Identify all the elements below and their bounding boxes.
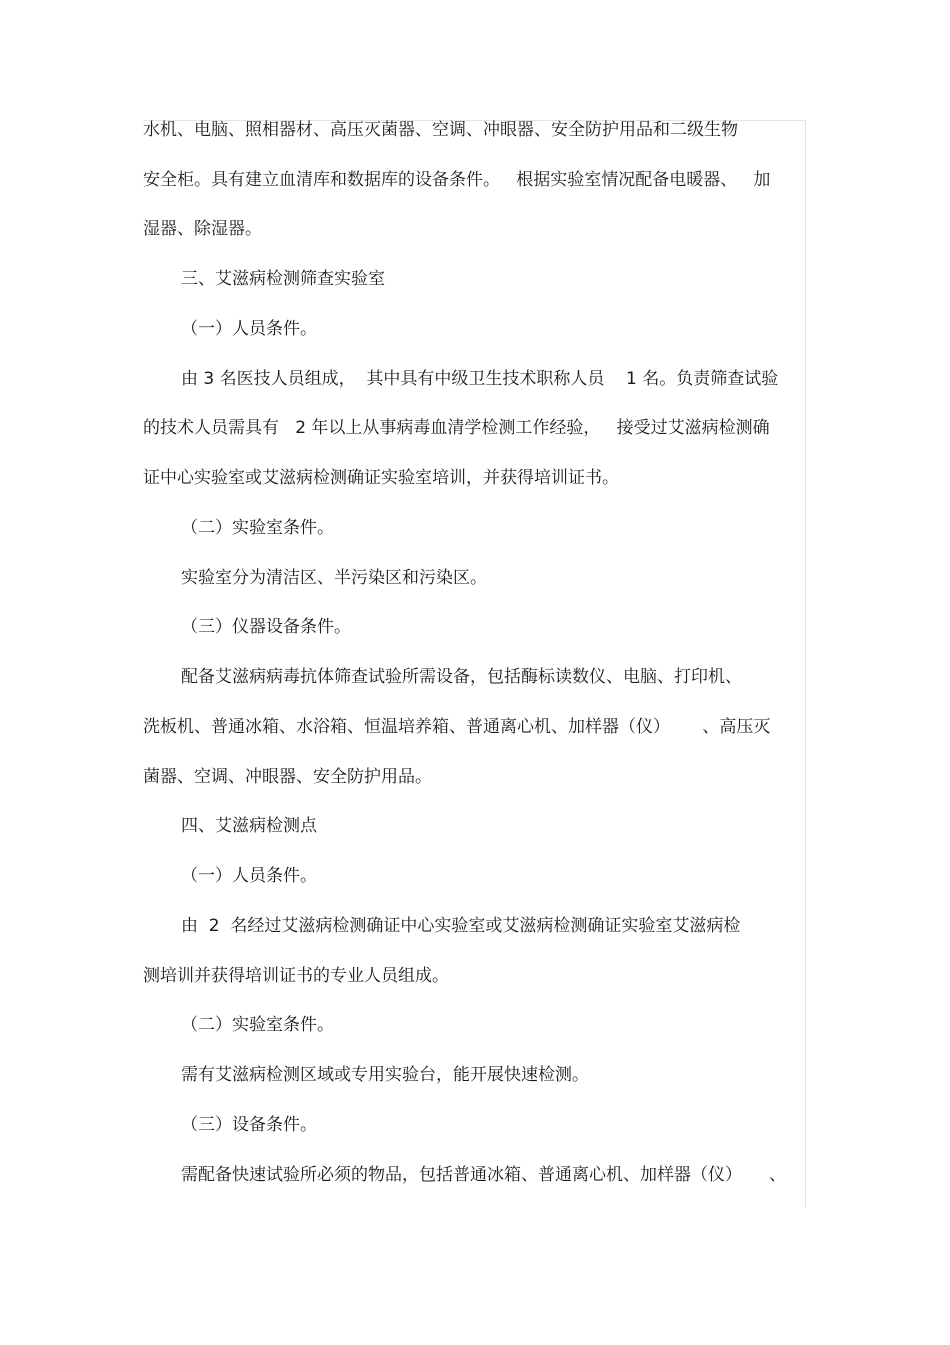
text-line: 菌器、空调、冲眼器、安全防护用品。 (143, 767, 432, 787)
text-line: 由 3 名医技人员组成， 其中具有中级卫生技术职称人员 1 名。负责筛查试验 (181, 369, 779, 389)
text-line: 配备艾滋病病毒抗体筛查试验所需设备，包括酶标读数仪、电脑、打印机、 (181, 667, 742, 687)
text-line: 的技术人员需具有 2 年以上从事病毒血清学检测工作经验， 接受过艾滋病检测确 (143, 418, 770, 438)
text-line: 需有艾滋病检测区域或专用实验台，能开展快速检测。 (181, 1065, 589, 1085)
text-line: 证中心实验室或艾滋病检测确证实验室培训，并获得培训证书。 (143, 468, 619, 488)
subsection-heading: （三）仪器设备条件。 (181, 617, 351, 637)
subsection-heading: （二）实验室条件。 (181, 1015, 334, 1035)
text-line: 测培训并获得培训证书的专业人员组成。 (143, 966, 449, 986)
text-line: 洗板机、普通冰箱、水浴箱、恒温培养箱、普通离心机、加样器（仪） 、高压灭 (143, 717, 771, 737)
section-heading: 四、艾滋病检测点 (181, 816, 317, 836)
subsection-heading: （三）设备条件。 (181, 1115, 317, 1135)
text-line: 水机、电脑、照相器材、高压灭菌器、空调、冲眼器、安全防护用品和二级生物 (143, 120, 738, 140)
text-line: 实验室分为清洁区、半污染区和污染区。 (181, 568, 487, 588)
text-line: 湿器、除湿器。 (143, 219, 262, 239)
subsection-heading: （二）实验室条件。 (181, 518, 334, 538)
section-heading: 三、艾滋病检测筛查实验室 (181, 269, 385, 289)
text-line: 安全柜。具有建立血清库和数据库的设备条件。 根据实验室情况配备电暖器、 加 (143, 170, 771, 190)
text-line: 由 2 名经过艾滋病检测确证中心实验室或艾滋病检测确证实验室艾滋病检 (181, 916, 741, 936)
text-line: 需配备快速试验所必须的物品，包括普通冰箱、普通离心机、加样器（仪） 、 (181, 1165, 787, 1185)
subsection-heading: （一）人员条件。 (181, 319, 317, 339)
subsection-heading: （一）人员条件。 (181, 866, 317, 886)
